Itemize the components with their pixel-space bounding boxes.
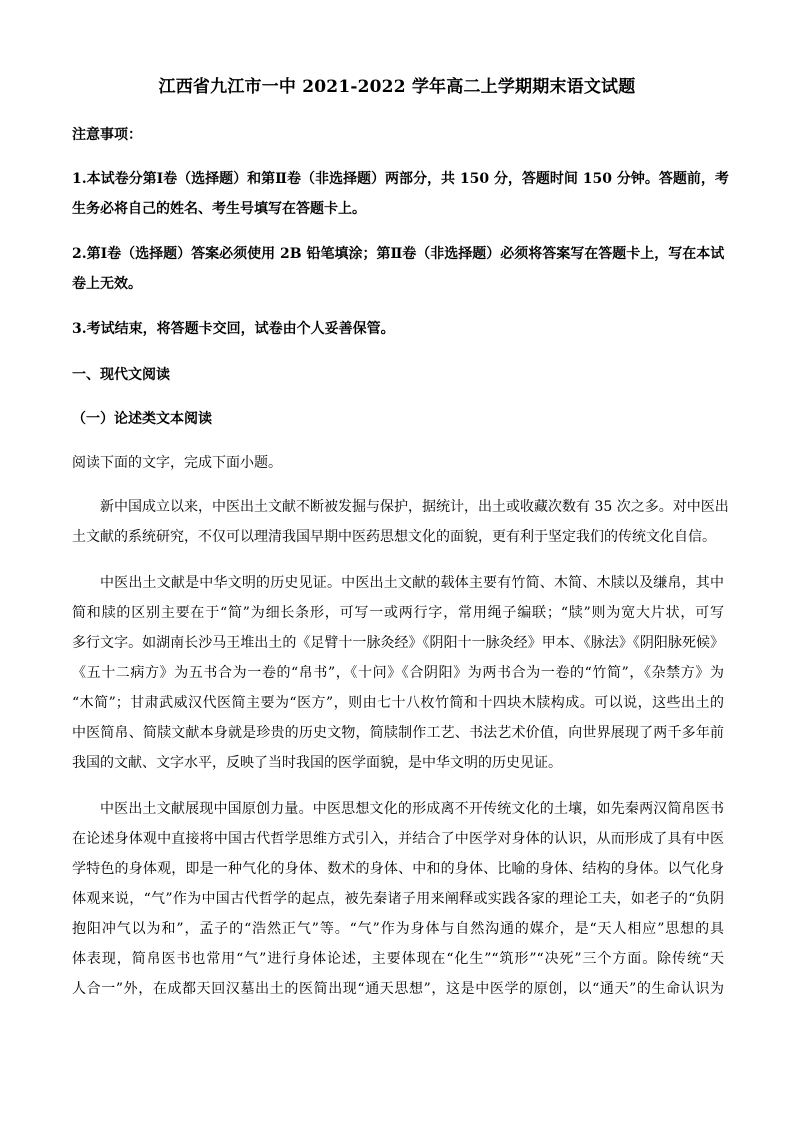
page-title: 江西省九江市一中 2021-2022 学年高二上学期期末语文试题 bbox=[158, 77, 636, 97]
paragraph-2-line: 我国的文献、文字水平，反映了当时我国的医学面貌，是中华文明的历史见证。 bbox=[72, 755, 562, 771]
paragraph-3-line: 人合一”外，在成都天回汉墓出土的医简出现“通天思想”，这是中医学的原创，以“通天”的生命认识为 bbox=[72, 981, 724, 997]
paragraph-3-line: 中医出土文献展现中国原创力量。中医思想文化的形成离不开传统文化的土壤，如先秦两汉简帛医书 bbox=[100, 801, 724, 817]
paragraph-3-line: 在论述身体观中直接将中国古代哲学思维方式引入，并结合了中医学对身体的认识，从而形成了具有中医 bbox=[72, 831, 724, 847]
notice-2-line-2: 卷上无效。 bbox=[72, 276, 142, 292]
paragraph-1-line: 土文献的系统研究，不仅可以理清我国早期中医药思想文化的面貌，更有利于坚定我们的传统文化自信。 bbox=[72, 529, 716, 545]
paragraph-2-line: 《五十二病方》为五书合为一卷的“帛书”，《十问》《合阴阳》为两书合为一卷的“竹简”，《杂禁方》为 bbox=[72, 665, 724, 681]
paragraph-3-line: 抱阳冲气以为和”，孟子的“浩然正气”等。“气”作为身体与自然沟通的媒介，是“天人相应”思想的具 bbox=[72, 921, 724, 937]
notice-1-line-1: 1.本试卷分第Ⅰ卷（选择题）和第Ⅱ卷（非选择题）两部分，共 150 分，答题时间 150 分钟。答题前，考 bbox=[72, 171, 729, 187]
paragraph-3-line: 学特色的身体观，即是一种气化的身体、数术的身体、中和的身体、比喻的身体、结构的身体。以气化身 bbox=[72, 861, 724, 877]
reading-instruction: 阅读下面的文字，完成下面小题。 bbox=[72, 455, 282, 471]
paragraph-2-line: 中医出土文献是中华文明的历史见证。中医出土文献的载体主要有竹简、木简、木牍以及缣帛，其中 bbox=[100, 575, 724, 591]
paragraph-3-line: 体观来说，“气”作为中国古代哲学的起点，被先秦诸子用来阐释或实践各家的理论工夫，如老子的“负阴 bbox=[72, 891, 724, 907]
notice-heading: 注意事项： bbox=[72, 127, 142, 143]
paragraph-2-line: 简和牍的区别主要在于“简”为细长条形，可写一或两行字，常用绳子编联；“牍”则为宽大片状，可写 bbox=[72, 605, 724, 621]
notice-2-line-1: 2.第Ⅰ卷（选择题）答案必须使用 2B 铅笔填涂；第Ⅱ卷（非选择题）必须将答案写在答题卡上，写在本试 bbox=[72, 246, 725, 262]
paragraph-3-line: 体表现，简帛医书也常用“气”进行身体论述，主要体现在“化生”“筑形”“决死”三个方面。除传统“天 bbox=[72, 951, 724, 967]
paragraph-2-line: 多行文字。如湖南长沙马王堆出土的《足臂十一脉灸经》《阴阳十一脉灸经》甲本、《脉法》《阴阳脉死候》 bbox=[72, 635, 724, 651]
paragraph-2-line: “木简”；甘肃武威汉代医简主要为“医方”，则由七十八枚竹简和十四块木牍构成。可以说，这些出土的 bbox=[72, 695, 724, 711]
paragraph-1-line: 新中国成立以来，中医出土文献不断被发掘与保护，据统计，出土或收藏次数有 35 次之多。对中医出 bbox=[100, 499, 729, 515]
paragraph-2-line: 中医简帛、简牍文献本身就是珍贵的历史文物，简牍制作工艺、书法艺术价值，向世界展现了两千多年前 bbox=[72, 725, 724, 741]
section-heading: 一、现代文阅读 bbox=[72, 367, 170, 383]
subsection-heading: （一）论述类文本阅读 bbox=[72, 411, 212, 427]
notice-3: 3.考试结束，将答题卡交回，试卷由个人妥善保管。 bbox=[72, 321, 395, 337]
notice-1-line-2: 生务必将自己的姓名、考生号填写在答题卡上。 bbox=[72, 201, 366, 217]
